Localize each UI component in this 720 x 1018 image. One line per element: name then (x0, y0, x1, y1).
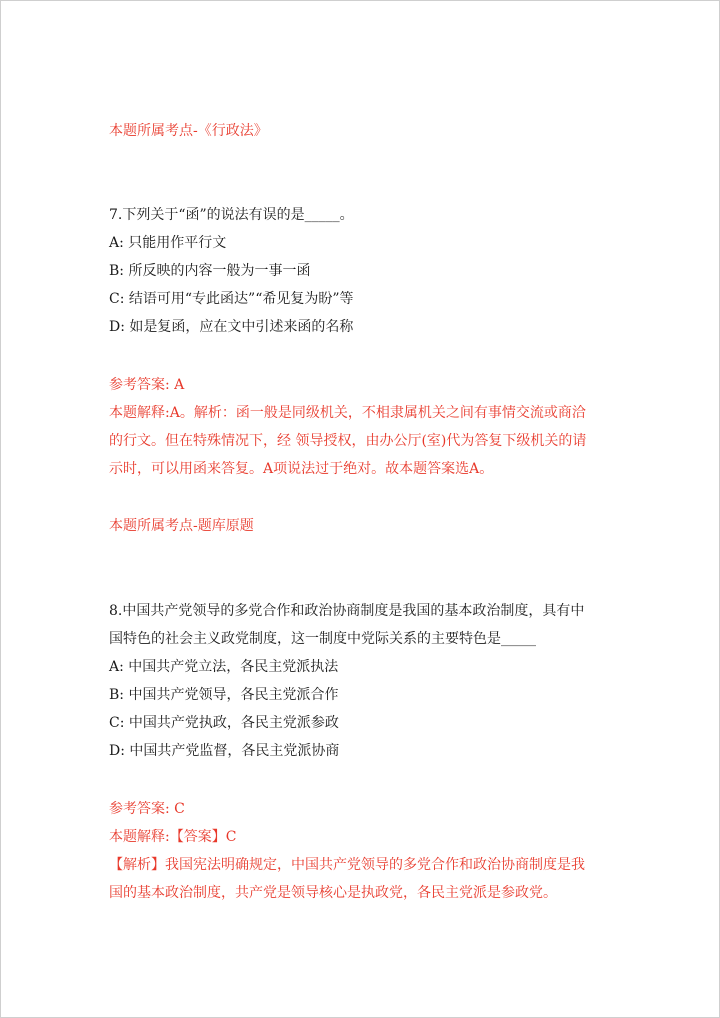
q7-answer-block (109, 371, 619, 483)
q7-explanation-line-2: 的行文。但在特殊情况下，经 领导授权，由办公厅(室)代为答复下级机关的请 (109, 433, 587, 449)
q7-option-a: A: 只能用作平行文 (109, 235, 227, 251)
q8-option-c: C: 中国共产党执政，各民主党派参政 (109, 715, 339, 731)
q7-explanation-line-3: 示时，可以用函来答复。A项说法过于绝对。故本题答案选A。 (109, 461, 494, 477)
q8-explanation-line-1: 【解析】我国宪法明确规定，中国共产党领导的多党合作和政治协商制度是我 (109, 857, 585, 873)
q7-answer: 参考答案: A (109, 377, 185, 393)
q6-topic: 本题所属考点-《行政法》 (109, 123, 268, 139)
q8-answer: 参考答案: C (109, 801, 185, 817)
q7-option-d: D: 如是复函，应在文中引述来函的名称 (109, 319, 354, 335)
q8-option-d: D: 中国共产党监督，各民主党派协商 (109, 743, 340, 759)
q7-option-b: B: 所反映的内容一般为一事一函 (109, 263, 311, 279)
q7-option-c: C: 结语可用“专此函达”“希见复为盼”等 (109, 291, 354, 307)
q7-question: 7.下列关于“函”的说法有误的是_____。 (109, 207, 354, 223)
q8-option-b: B: 中国共产党领导，各民主党派合作 (109, 687, 339, 703)
q7-topic: 本题所属考点-题库原题 (109, 518, 254, 534)
q7-question-block (109, 201, 619, 341)
q8-answer-block (109, 795, 619, 907)
q8-question-block (109, 597, 619, 765)
q8-question-line-1: 8.中国共产党领导的多党合作和政治协商制度是我国的基本政治制度，具有中 (109, 603, 585, 619)
q7-explanation-line-1: 本题解释:A。解析：函一般是同级机关，不相隶属机关之间有事情交流或商洽 (109, 405, 586, 421)
q8-explanation-head: 本题解释:【答案】C (109, 829, 237, 845)
q8-option-a: A: 中国共产党立法，各民主党派执法 (109, 659, 339, 675)
q8-explanation-line-2: 国的基本政治制度，共产党是领导核心是执政党，各民主党派是参政党。 (109, 885, 557, 901)
q8-question-line-2: 国特色的社会主义政党制度，这一制度中党际关系的主要特色是_____ (109, 631, 536, 647)
